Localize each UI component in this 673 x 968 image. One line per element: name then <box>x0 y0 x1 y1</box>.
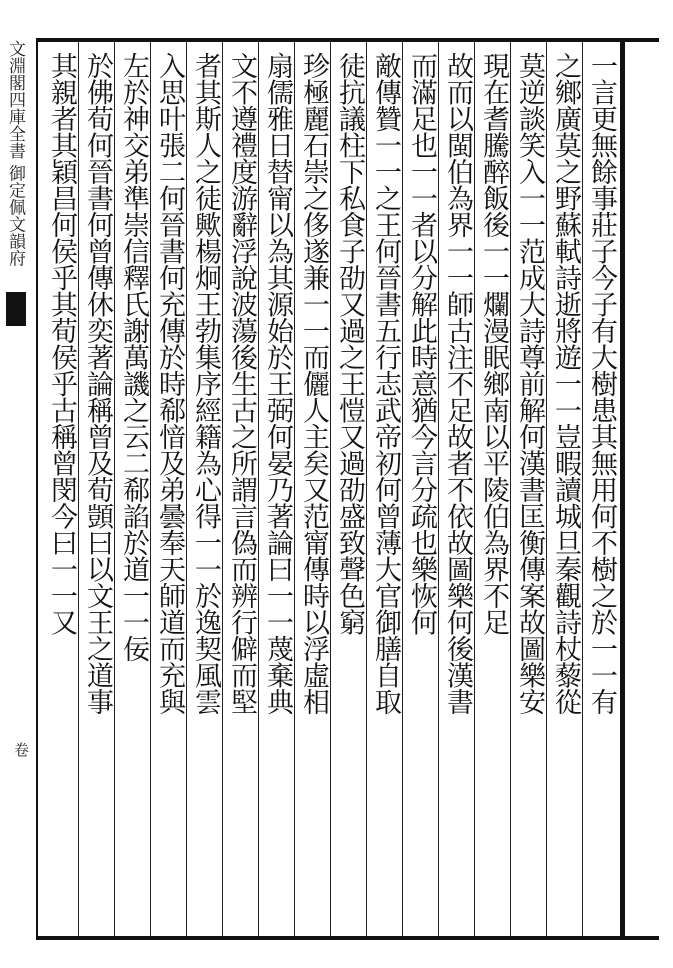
text-column-6: 而滿足也一一者以分解此時意猶今言分疏也樂恢何 <box>406 52 437 635</box>
column-rule <box>222 42 223 936</box>
text-column-13: 入思叶張二何晉書何充傳於時郗愔及弟曇奉天師道而充與 <box>154 52 185 715</box>
column-rule <box>582 42 583 936</box>
column-rule <box>114 42 115 936</box>
column-rule <box>402 42 403 936</box>
text-column-11: 文不遵禮度游辭浮說波蕩後生古之所謂言偽而辨行僻而堅 <box>226 52 257 715</box>
text-column-2: 之鄉廣莫之野蘇軾詩逝將遊一一豈暇讀城旦秦觀詩杖藜從 <box>550 52 581 715</box>
column-rule <box>150 42 151 936</box>
text-column-12: 者其斯人之徒歟楊炯王勃集序經籍為心得一一於逸契風雲 <box>190 52 221 715</box>
page-number: 卷 <box>12 742 30 757</box>
column-rule <box>330 42 331 936</box>
text-column-5: 故而以閩伯為界一一師古注不足故者不依故圖樂何後漢書 <box>442 52 473 715</box>
margin-title: 文淵閣四庫全書 御定佩文韻府 <box>5 40 25 267</box>
text-column-9: 珍極麗石崇之侈遂兼一一而儷人主矣又范甯傳時以浮虛相 <box>298 52 329 715</box>
text-column-10: 扇儒雅日替甯以為其源始於王弼何晏乃著論曰一一蔑棄典 <box>262 52 293 715</box>
column-rule <box>78 42 79 936</box>
column-rule <box>438 42 439 936</box>
page-frame-right <box>620 38 625 940</box>
text-column-8: 徒抗議柱下私食子劭又過之王愷又過劭盛致聲色窮 <box>334 52 365 635</box>
column-rule <box>474 42 475 936</box>
column-rule <box>258 42 259 936</box>
margin-fishtail-block <box>6 292 26 326</box>
column-rule <box>546 42 547 936</box>
text-column-4: 現在耆騰醉飯後一一爛漫眠鄉南以平陵伯為界不足 <box>478 52 509 635</box>
text-column-1: 一言更無餘事莊子今子有大樹患其無用何不樹之於一一有 <box>586 52 617 715</box>
text-column-15: 於佛荀何晉書何曾傳休奕著論稱曾及荀顗曰以文王之道事 <box>82 52 113 715</box>
text-column-3: 莫逆談笑入一一范成大詩尊前解何漢書匡衡傳案故圖樂安 <box>514 52 545 715</box>
column-rule <box>294 42 295 936</box>
text-column-16: 其親者其穎昌何侯乎其荀侯乎古稱曾閔今曰一一又 <box>46 52 77 635</box>
text-column-7: 敵傳贊一一之王何晉書五行志武帝初何曾薄大官御膳自取 <box>370 52 401 715</box>
column-rule <box>186 42 187 936</box>
page-frame-top <box>36 38 659 42</box>
page-frame-left <box>36 38 38 940</box>
page-frame-bottom <box>36 936 659 940</box>
text-column-14: 左於神交弟準崇信釋氏謝萬譏之云二郗諂於道一一佞 <box>118 52 149 662</box>
column-rule <box>366 42 367 936</box>
column-rule <box>510 42 511 936</box>
